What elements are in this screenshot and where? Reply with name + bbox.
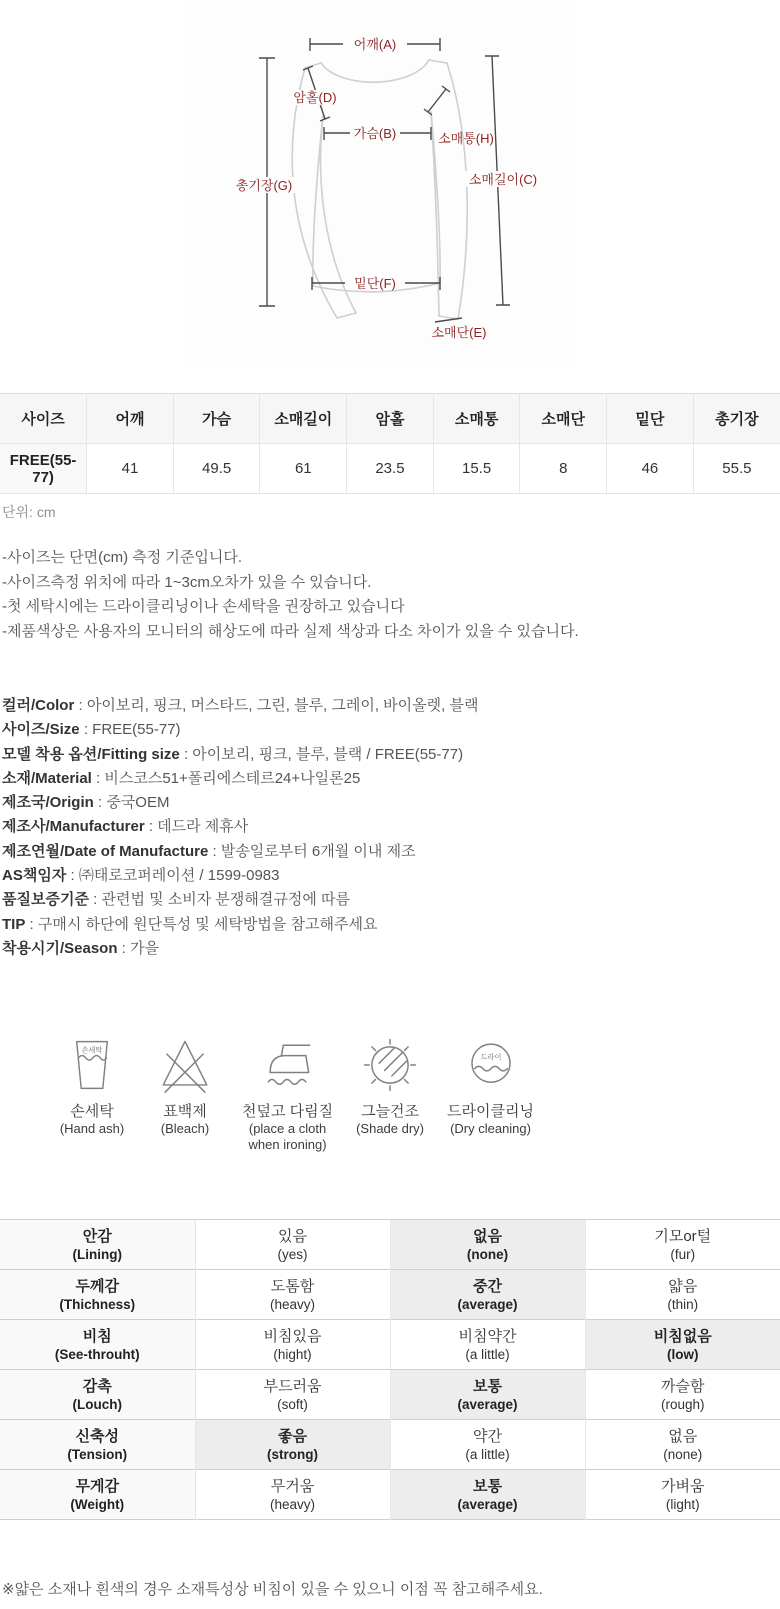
armhole-label: 암홀(D) <box>293 90 337 105</box>
info-label: 모델 착용 옵션/Fitting size <box>2 745 180 763</box>
fabric-row-label: 안감 (Lining) <box>0 1220 195 1270</box>
care-label-en: (Shade dry) <box>356 1121 425 1137</box>
info-separator: : <box>25 915 38 933</box>
fabric-option: 좋음 (strong) <box>195 1420 390 1470</box>
info-line-material <box>2 767 780 791</box>
fabric-option: 비침없음 (low) <box>585 1320 780 1370</box>
size-table-header: 소매통 <box>433 394 520 444</box>
sleeve-width-label: 소매통(H) <box>438 131 494 146</box>
info-value: 관련법 및 소비자 분쟁해결규정에 따름 <box>101 891 350 909</box>
fabric-option: 약간 (a little) <box>390 1420 585 1470</box>
info-separator: : <box>208 842 221 860</box>
hand-wash-icon-text: 손세탁 <box>81 1045 103 1055</box>
fabric-row-label: 감촉 (Louch) <box>0 1370 195 1420</box>
fabric-option: 없음 (none) <box>585 1420 780 1470</box>
care-item-iron-with-cloth <box>242 1033 333 1153</box>
info-separator: : <box>179 745 193 763</box>
info-label: 착용시기/Season <box>2 939 118 957</box>
info-value: FREE(55-77) <box>92 721 181 739</box>
info-value: ㈜태로코퍼레이션 / 1599-0983 <box>78 867 280 885</box>
care-label-en: (Dry cleaning) <box>450 1121 531 1137</box>
size-value: 15.5 <box>433 444 520 494</box>
info-label: 품질보증기준 <box>2 891 89 909</box>
info-value: 아이보리, 핑크, 머스타드, 그린, 블루, 그레이, 바이올렛, 블랙 <box>86 697 479 714</box>
sleeve-cuff-label: 소매단(E) <box>431 325 487 340</box>
size-row-label: FREE(55-77) <box>0 444 87 494</box>
info-label: 제조사/Manufacturer <box>2 818 145 836</box>
care-label-en: (Hand ash) <box>59 1121 125 1137</box>
size-table-header: 밑단 <box>607 394 694 444</box>
info-value: 비스코스51+폴리에스테르24+나일론25 <box>104 769 361 787</box>
fabric-option: 중간 (average) <box>390 1270 585 1320</box>
size-table-header: 사이즈 <box>0 394 87 444</box>
fabric-option: 가벼움 (light) <box>585 1470 780 1520</box>
size-table-header: 소매단 <box>520 394 607 444</box>
care-item-shade-dry <box>354 1033 426 1137</box>
info-line-warranty <box>2 888 780 912</box>
fabric-row-touch <box>0 1370 780 1420</box>
fabric-row-thickness <box>0 1270 780 1320</box>
care-label-ko: 천덮고 다림질 <box>241 1103 334 1121</box>
fabric-option: 까슬함 (rough) <box>585 1370 780 1420</box>
fabric-row-lining <box>0 1220 780 1270</box>
size-table-header-row <box>0 394 780 444</box>
care-label-ko: 손세탁 <box>70 1103 114 1121</box>
hem-label: 밑단(F) <box>354 276 396 291</box>
info-label: 제조국/Origin <box>2 794 94 812</box>
size-table-header: 소매길이 <box>260 394 347 444</box>
shade-dry-icon <box>361 1033 419 1097</box>
info-line-origin <box>2 791 780 815</box>
size-value: 55.5 <box>693 444 780 494</box>
size-table-data-row <box>0 444 780 494</box>
dry-cleaning-icon-text: 드라이 <box>480 1052 502 1062</box>
iron-with-cloth-icon <box>257 1033 319 1097</box>
note-line: -사이즈는 단면(cm) 측정 기준입니다. <box>2 549 243 566</box>
note-line: -제품색상은 사용자의 모니터의 해상도에 따라 실제 색상과 다소 차이가 있을 수 있습니다. <box>2 622 579 640</box>
size-value: 46 <box>607 444 694 494</box>
fabric-option: 보통 (average) <box>390 1370 585 1420</box>
info-line-manufacturer <box>2 815 780 839</box>
garment-diagram-image <box>185 0 575 362</box>
care-label-en: (place a cloth <box>248 1121 327 1137</box>
fabric-option: 없음 (none) <box>390 1220 585 1270</box>
fabric-option: 도톰함 (heavy) <box>195 1270 390 1320</box>
info-line-as <box>2 864 780 888</box>
info-label: 소재/Material <box>2 769 92 787</box>
fabric-property-table <box>0 1219 780 1520</box>
care-label-ko: 드라이클리닝 <box>447 1103 534 1121</box>
size-value: 49.5 <box>173 444 260 494</box>
care-label-ko: 그늘건조 <box>361 1103 420 1121</box>
unit-note: 단위: cm <box>2 504 56 520</box>
info-label: TIP <box>2 915 26 933</box>
info-label: 제조연월/Date of Manufacture <box>2 842 209 860</box>
info-line-fitting <box>2 743 780 767</box>
info-value: 가을 <box>130 939 159 957</box>
note-line: -사이즈측정 위치에 따라 1~3cm오차가 있을 수 있습니다. <box>2 573 372 591</box>
care-item-no-bleach <box>149 1033 221 1137</box>
size-table-header: 어깨 <box>87 394 174 444</box>
size-table-header: 총기장 <box>693 394 780 444</box>
size-value: 41 <box>87 444 174 494</box>
fabric-option: 비침있음 (hight) <box>195 1320 390 1370</box>
info-value: 발송일로부터 6개월 이내 제조 <box>220 842 416 860</box>
total-length-label: 총기장(G) <box>235 178 293 193</box>
chest-label: 가슴(B) <box>353 126 397 141</box>
info-line-tip <box>2 913 780 937</box>
info-line-manufacture-date <box>2 840 780 864</box>
care-label-en: (Bleach) <box>160 1121 210 1137</box>
size-table <box>0 393 780 494</box>
info-line-season <box>2 937 780 961</box>
note-line: -첫 세탁시에는 드라이클리닝이나 손세탁을 권장하고 있습니다 <box>2 598 405 615</box>
info-value: 데드라 제휴사 <box>157 818 249 836</box>
info-separator: : <box>66 867 79 885</box>
dry-cleaning-icon <box>462 1033 520 1097</box>
info-separator: : <box>88 891 102 909</box>
care-instructions-row <box>56 1033 534 1153</box>
fabric-row-label: 두께감 (Thichness) <box>0 1270 195 1320</box>
info-separator: : <box>144 818 158 836</box>
care-item-dry-cleaning <box>447 1033 534 1137</box>
garment-diagram-section <box>0 0 780 380</box>
info-line-color <box>2 694 780 718</box>
info-separator: : <box>74 697 87 714</box>
fabric-option: 비침약간 (a little) <box>390 1320 585 1370</box>
care-label-en2: when ironing) <box>248 1137 327 1153</box>
info-label: AS책임자 <box>2 867 67 885</box>
sleeve-length-label: 소매길이(C) <box>468 172 538 187</box>
care-item-hand-wash <box>56 1033 128 1137</box>
info-label: 컬러/Color <box>2 697 75 714</box>
product-info-block <box>2 694 780 961</box>
info-value: 아이보리, 핑크, 블루, 블랙 / FREE(55-77) <box>192 745 464 763</box>
size-table-header: 암홀 <box>347 394 434 444</box>
fabric-row-label: 비침 (See-throuht) <box>0 1320 195 1370</box>
info-separator: : <box>117 939 131 957</box>
size-value: 23.5 <box>347 444 434 494</box>
info-separator: : <box>93 794 107 812</box>
sleeve-width-measure-line <box>424 86 450 115</box>
fabric-option: 부드러움 (soft) <box>195 1370 390 1420</box>
info-value: 중국OEM <box>106 794 170 812</box>
fabric-option: 무거움 (heavy) <box>195 1470 390 1520</box>
info-line-size <box>2 718 780 742</box>
measurement-notes <box>2 546 780 644</box>
fabric-row-label: 무게감 (Weight) <box>0 1470 195 1520</box>
info-separator: : <box>79 721 93 739</box>
fabric-row-see-through <box>0 1320 780 1370</box>
fabric-option: 얇음 (thin) <box>585 1270 780 1320</box>
fabric-row-weight <box>0 1470 780 1520</box>
hand-wash-icon <box>65 1033 119 1097</box>
fabric-row-label: 신축성 (Tension) <box>0 1420 195 1470</box>
fabric-option: 있음 (yes) <box>195 1220 390 1270</box>
fabric-option: 보통 (average) <box>390 1470 585 1520</box>
shoulder-label: 어깨(A) <box>353 37 397 52</box>
sleeve-cuff-measure-line <box>435 318 462 322</box>
fabric-row-tension <box>0 1420 780 1470</box>
size-value: 8 <box>520 444 607 494</box>
care-label-ko: 표백제 <box>163 1103 207 1121</box>
info-value: 구매시 하단에 원단특성 및 세탁방법을 참고해주세요 <box>37 915 378 933</box>
size-table-header: 가슴 <box>173 394 260 444</box>
info-label: 사이즈/Size <box>2 721 80 739</box>
info-separator: : <box>91 769 105 787</box>
footer-note: ※얇은 소재나 흰색의 경우 소재특성상 비침이 있을 수 있으니 이점 꼭 참고해주세요. <box>2 1581 543 1599</box>
size-value: 61 <box>260 444 347 494</box>
fabric-option: 기모or털 (fur) <box>585 1220 780 1270</box>
no-bleach-icon <box>156 1033 214 1097</box>
